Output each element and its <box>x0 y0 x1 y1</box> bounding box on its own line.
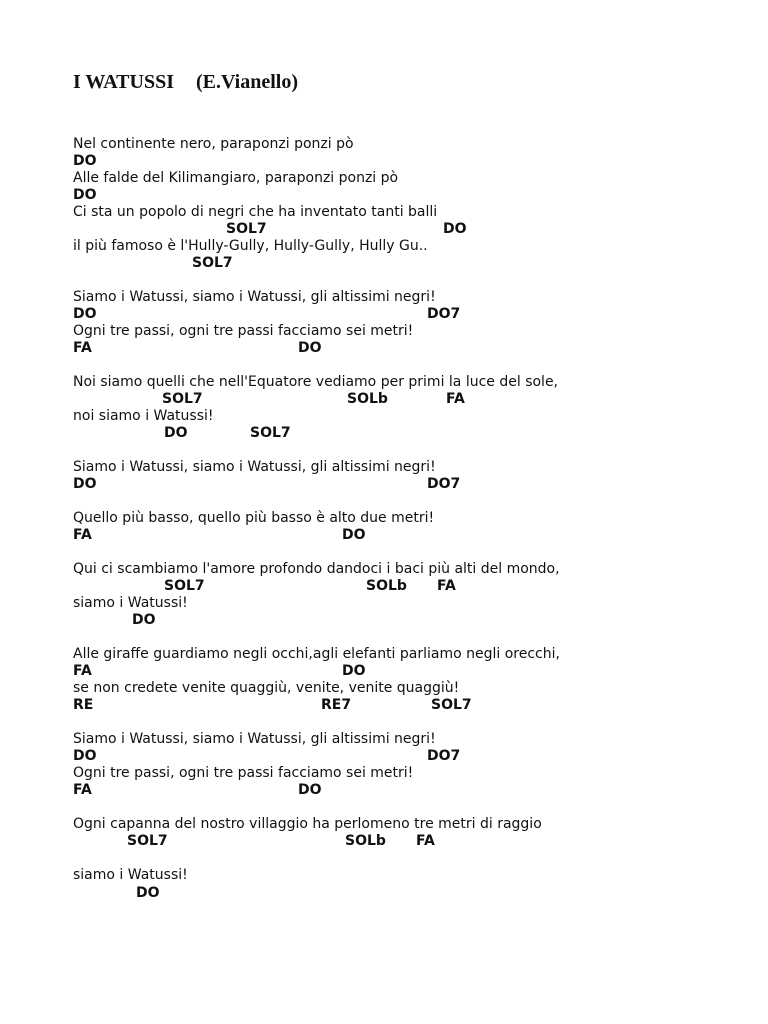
chord: DO <box>136 885 160 901</box>
lyric-line: siamo i Watussi! <box>73 867 188 883</box>
lyric-line: Alle giraffe guardiamo negli occhi,agli elefanti parliamo negli orecchi, <box>73 646 560 662</box>
chord: DO <box>443 221 467 237</box>
chord: SOL7 <box>127 833 168 849</box>
chord: DO <box>164 425 188 441</box>
chord: DO <box>132 612 156 628</box>
lyric-line: Qui ci scambiamo l'amore profondo dandoci i baci più alti del mondo, <box>73 561 560 577</box>
chord: SOLb <box>366 578 407 594</box>
chord: SOL7 <box>431 697 472 713</box>
chord: DO <box>73 748 97 764</box>
chord: DO7 <box>427 748 461 764</box>
lyric-line: Quello più basso, quello più basso è alto due metri! <box>73 510 435 526</box>
title-author: (E.Vianello) <box>195 71 299 93</box>
chord: DO <box>73 306 97 322</box>
chord: DO <box>298 340 322 356</box>
lyric-line: Nel continente nero, paraponzi ponzi pò <box>73 136 354 152</box>
chord: SOL7 <box>162 391 203 407</box>
chord: DO <box>342 527 366 543</box>
title-text: I WATUSSI <box>73 71 174 93</box>
lyric-line: siamo i Watussi! <box>73 595 188 611</box>
chord: FA <box>73 340 92 356</box>
chord: DO7 <box>427 476 461 492</box>
lyric-line: Ci sta un popolo di negri che ha inventato tanti balli <box>73 204 438 220</box>
chord: DO <box>298 782 322 798</box>
chord: SOL7 <box>164 578 205 594</box>
chord: FA <box>446 391 465 407</box>
lyric-line: Siamo i Watussi, siamo i Watussi, gli altissimi negri! <box>73 459 436 475</box>
chord: FA <box>73 782 92 798</box>
chord: RE <box>73 697 94 713</box>
chord: FA <box>437 578 456 594</box>
chord: DO7 <box>427 306 461 322</box>
lyric-line: Ogni capanna del nostro villaggio ha perlomeno tre metri di raggio <box>73 816 542 832</box>
lyric-line: noi siamo i Watussi! <box>73 408 214 424</box>
chord: RE7 <box>321 697 352 713</box>
chord: DO <box>73 476 97 492</box>
chord: FA <box>73 663 92 679</box>
chord: SOL7 <box>192 255 233 271</box>
lyric-line: Noi siamo quelli che nell'Equatore vediamo per primi la luce del sole, <box>73 374 559 390</box>
lyric-line: se non credete venite quaggiù, venite, venite quaggiù! <box>73 680 460 696</box>
chord: DO <box>73 153 97 169</box>
chord: FA <box>416 833 435 849</box>
chord: SOLb <box>345 833 386 849</box>
lyric-line: Alle falde del Kilimangiaro, paraponzi ponzi pò <box>73 170 399 186</box>
chord: SOL7 <box>250 425 291 441</box>
lyric-line: il più famoso è l'Hully-Gully, Hully-Gully, Hully Gu.. <box>73 238 428 254</box>
chord: FA <box>73 527 92 543</box>
lyric-line: Ogni tre passi, ogni tre passi facciamo sei metri! <box>73 765 414 781</box>
lyric-line: Siamo i Watussi, siamo i Watussi, gli altissimi negri! <box>73 731 436 747</box>
chord: DO <box>342 663 366 679</box>
chord: DO <box>73 187 97 203</box>
song-title <box>73 69 298 95</box>
lyric-line: Ogni tre passi, ogni tre passi facciamo sei metri! <box>73 323 414 339</box>
lyric-line: Siamo i Watussi, siamo i Watussi, gli altissimi negri! <box>73 289 436 305</box>
chord: SOLb <box>347 391 388 407</box>
chord: SOL7 <box>226 221 267 237</box>
